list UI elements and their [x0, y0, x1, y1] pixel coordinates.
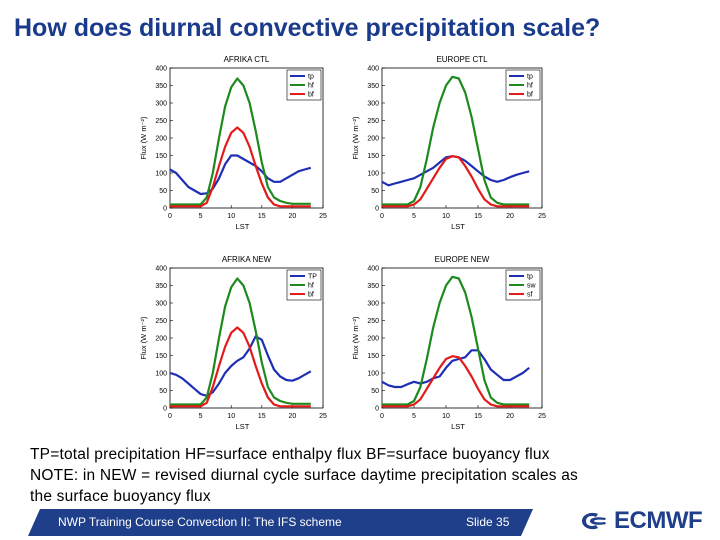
legend-label-tp: tp — [308, 73, 314, 81]
x-tick-label: 10 — [227, 413, 236, 420]
x-tick-label: 15 — [474, 413, 482, 420]
chart-title: AFRIKA CTL — [223, 55, 270, 64]
legend-label-hf: hf — [308, 282, 314, 290]
y-tick-label: 200 — [367, 335, 379, 343]
x-tick-label: 5 — [412, 213, 416, 220]
y-axis-label: Flux (W m⁻²) — [139, 316, 148, 360]
y-tick-label: 150 — [155, 153, 167, 160]
y-tick-label: 350 — [155, 83, 167, 90]
y-tick-label: 300 — [155, 100, 167, 108]
x-tick-label: 0 — [380, 213, 384, 220]
x-tick-label: 15 — [257, 213, 266, 220]
y-tick-label: 300 — [367, 300, 379, 308]
ecmwf-logo — [580, 509, 702, 533]
chart-title: EUROPE NEW — [434, 255, 490, 264]
y-tick-label: 250 — [367, 118, 379, 125]
chart-panel-2 — [351, 55, 546, 231]
y-axis-label: Flux (W m⁻²) — [351, 116, 360, 160]
y-tick-label: 350 — [155, 283, 167, 290]
x-tick-label: 0 — [380, 413, 384, 420]
x-tick-label: 20 — [288, 213, 297, 220]
y-tick-label: 200 — [155, 335, 167, 343]
y-tick-label: 0 — [163, 405, 167, 413]
y-tick-label: 250 — [367, 318, 379, 325]
legend-label-bf: bf — [308, 91, 314, 99]
y-tick-label: 300 — [155, 300, 167, 308]
x-axis-label: LST — [235, 422, 250, 431]
legend-label-tp: tp — [527, 273, 533, 281]
x-tick-label: 15 — [474, 213, 482, 220]
x-tick-label: 10 — [442, 213, 450, 220]
x-tick-label: 0 — [168, 213, 172, 220]
x-tick-label: 5 — [412, 413, 416, 420]
series-line-bf — [170, 328, 311, 407]
chart-title: AFRIKA NEW — [221, 255, 272, 264]
y-tick-label: 400 — [367, 265, 379, 273]
y-tick-label: 0 — [163, 205, 167, 213]
y-tick-label: 350 — [367, 283, 379, 290]
x-tick-label: 5 — [198, 413, 203, 420]
chart-panel-1 — [139, 55, 327, 231]
y-tick-label: 100 — [155, 370, 167, 378]
x-axis-label: LST — [235, 222, 250, 231]
legend-label-sf: sf — [527, 291, 533, 299]
x-tick-label: 25 — [319, 213, 327, 220]
series-line-tp — [382, 156, 529, 185]
y-tick-label: 100 — [155, 170, 167, 178]
series-line-bf — [170, 128, 311, 207]
legend-label-sw: sw — [527, 282, 536, 290]
x-tick-label: 5 — [198, 213, 203, 220]
y-tick-label: 0 — [375, 405, 379, 413]
footer-course-title: NWP Training Course Convection II: The IFS scheme — [58, 515, 342, 529]
legend-label-bf: bf — [308, 291, 314, 299]
ecmwf-logo-icon — [580, 510, 608, 532]
y-axis-label: Flux (W m⁻²) — [351, 316, 360, 360]
caption-line-1: TP=total precipitation HF=surface enthalpy flux BF=surface buoyancy flux — [30, 446, 550, 463]
logo-text: ECMWF — [614, 507, 703, 534]
y-tick-label: 250 — [155, 318, 167, 325]
caption-line-2: NOTE: in NEW = revised diurnal cycle surface daytime precipitation scales as — [30, 467, 579, 484]
x-tick-label: 15 — [257, 413, 266, 420]
x-axis-label: LST — [451, 422, 465, 431]
legend-label-tp: tp — [527, 73, 533, 81]
series-line-tp — [170, 156, 311, 195]
y-tick-label: 150 — [367, 353, 379, 360]
chart-panel-3 — [139, 255, 327, 431]
x-tick-label: 20 — [288, 413, 297, 420]
legend-label-tp: TP — [308, 273, 317, 281]
legend-label-hf: hf — [308, 82, 314, 90]
chart-panel-4 — [351, 255, 546, 431]
y-tick-label: 50 — [371, 388, 379, 395]
y-tick-label: 100 — [367, 370, 379, 378]
x-tick-label: 25 — [538, 213, 546, 220]
legend-label-hf: hf — [527, 82, 533, 90]
x-axis-label: LST — [451, 222, 465, 231]
x-tick-label: 10 — [442, 413, 450, 420]
y-tick-label: 400 — [155, 265, 167, 273]
x-tick-label: 25 — [538, 413, 546, 420]
chart-title: EUROPE CTL — [436, 55, 488, 64]
y-tick-label: 150 — [367, 153, 379, 160]
legend-label-bf: bf — [527, 91, 533, 99]
y-tick-label: 0 — [375, 205, 379, 213]
y-tick-label: 200 — [367, 135, 379, 143]
y-tick-label: 400 — [155, 65, 167, 73]
y-tick-label: 150 — [155, 353, 167, 360]
x-tick-label: 0 — [168, 413, 172, 420]
x-tick-label: 10 — [227, 213, 236, 220]
y-tick-label: 50 — [371, 188, 379, 195]
y-tick-label: 200 — [155, 135, 167, 143]
y-tick-label: 350 — [367, 83, 379, 90]
caption — [30, 444, 700, 507]
y-tick-label: 250 — [155, 118, 167, 125]
y-tick-label: 50 — [159, 188, 167, 195]
series-line-tp — [170, 336, 311, 396]
x-tick-label: 25 — [319, 413, 327, 420]
x-tick-label: 20 — [506, 413, 514, 420]
y-axis-label: Flux (W m⁻²) — [139, 116, 148, 160]
y-tick-label: 50 — [159, 388, 167, 395]
x-tick-label: 20 — [506, 213, 514, 220]
y-tick-label: 300 — [367, 100, 379, 108]
y-tick-label: 400 — [367, 65, 379, 73]
slide-title: How does diurnal convective precipitation scale? — [14, 14, 601, 42]
y-tick-label: 100 — [367, 170, 379, 178]
footer-slide-number: Slide 35 — [466, 515, 510, 529]
caption-line-3: the surface buoyancy flux — [30, 488, 211, 505]
series-line-sf — [382, 356, 529, 406]
